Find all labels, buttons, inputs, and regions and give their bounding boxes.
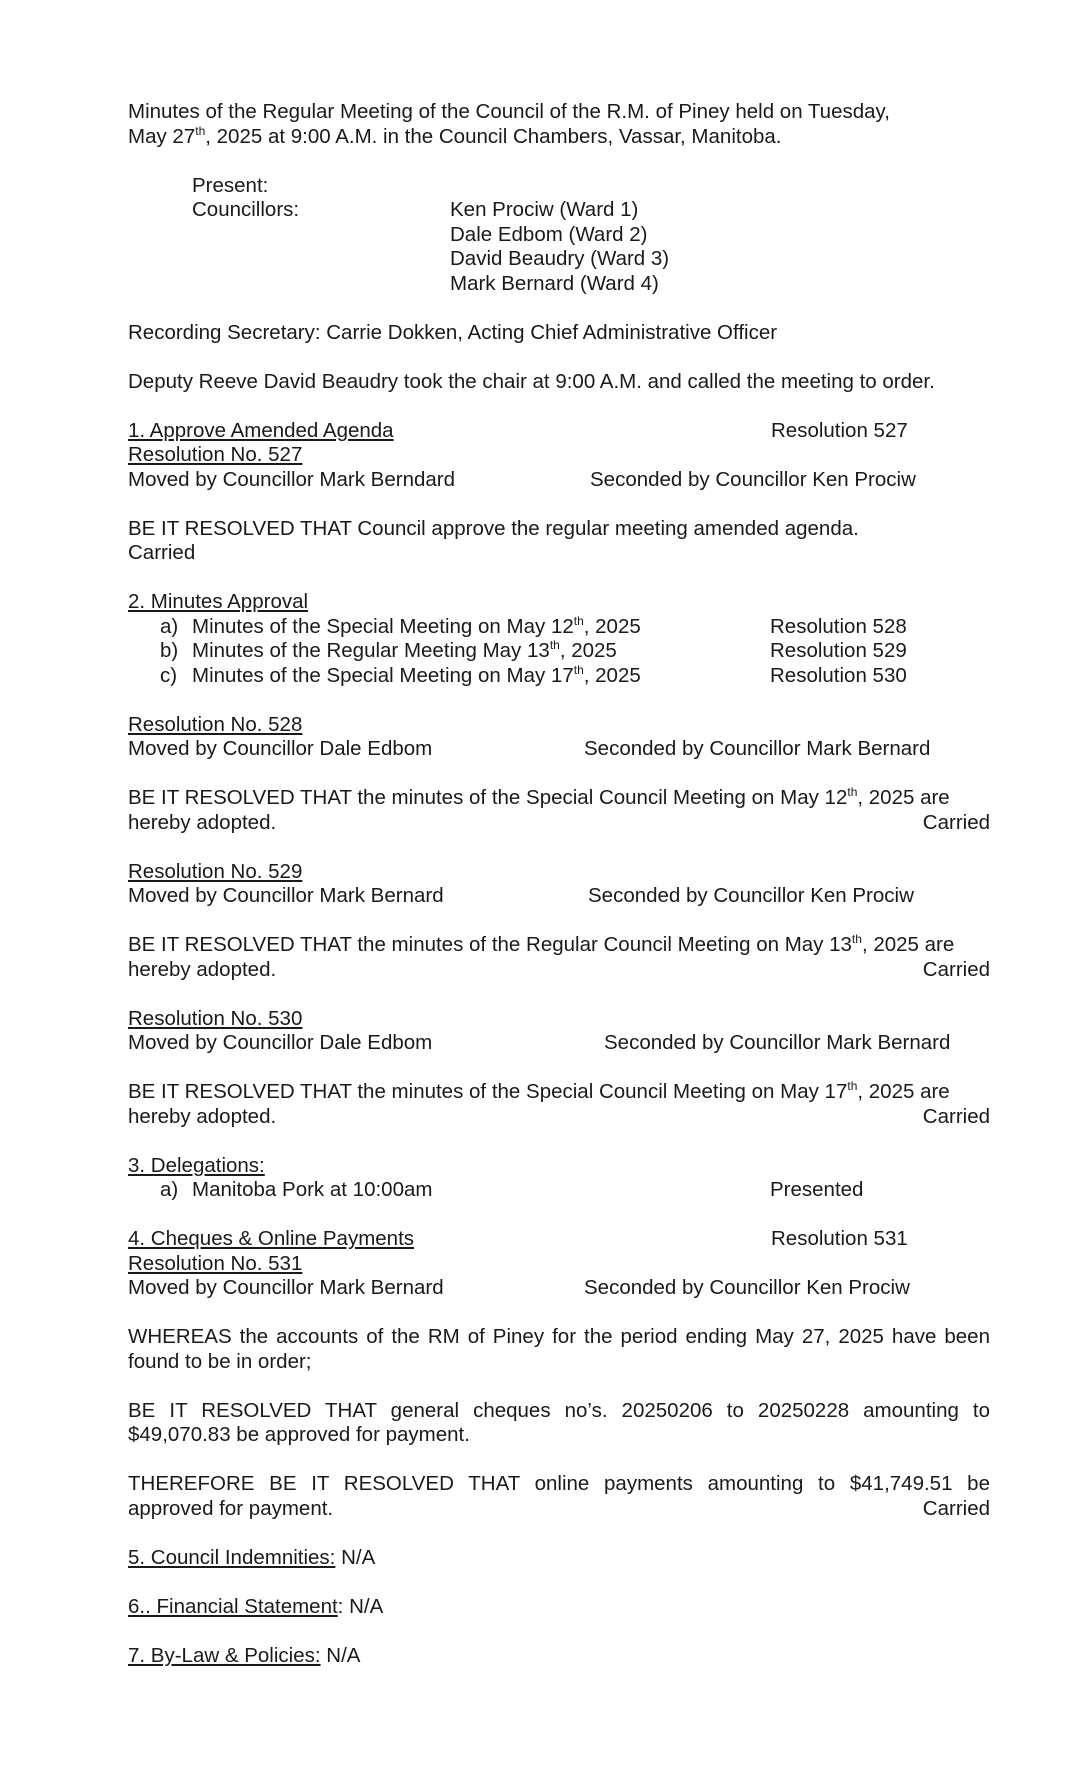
resolution-528-seconded: Seconded by Councillor Mark Bernard — [584, 737, 931, 760]
councillors-label: Councillors: — [192, 198, 300, 221]
chair-statement: Deputy Reeve David Beaudry took the chair at 9:00 A.M. and called the meeting to order. — [128, 369, 935, 393]
resolution-530-moved: Moved by Councillor Dale Edbom — [128, 1031, 433, 1054]
resolution-531-cheques: BE IT RESOLVED THAT general cheques no’s. 20250206 to 20250228 amounting to $49,070.83 be approved for payment. — [128, 1398, 990, 1446]
resolution-529-number: Resolution No. 529 — [128, 859, 303, 883]
resolution-528-body: BE IT RESOLVED THAT the minutes of the Special Council Meeting on May 12th, 2025 are — [128, 785, 950, 809]
resolution-529-seconded: Seconded by Councillor Ken Prociw — [588, 884, 914, 907]
resolution-531-seconded: Seconded by Councillor Ken Prociw — [584, 1276, 910, 1299]
councillor-3: David Beaudry (Ward 3) — [450, 247, 670, 270]
section-4-heading: 4. Cheques & Online Payments — [128, 1227, 415, 1250]
resolution-529-carried: Carried — [922, 957, 990, 981]
resolution-528-carried: Carried — [922, 810, 990, 834]
section-7: 7. By-Law & Policies: N/A — [128, 1643, 361, 1667]
intro-line-1: Minutes of the Regular Meeting of the Council of the R.M. of Piney held on Tuesday, — [128, 100, 890, 123]
resolution-527-seconded: Seconded by Councillor Ken Prociw — [590, 467, 916, 491]
list-item: b) Minutes of the Regular Meeting May 13th, 2025 Resolution 529 — [160, 638, 907, 662]
resolution-527-carried: Carried — [128, 541, 196, 564]
resolution-531-carried: Carried — [922, 1496, 990, 1520]
resolution-530-number: Resolution No. 530 — [128, 1006, 303, 1030]
councillor-4: Mark Bernard (Ward 4) — [450, 271, 659, 295]
resolution-528-body-end: hereby adopted. — [128, 810, 277, 834]
resolution-527-moved: Moved by Councillor Mark Berndard — [128, 467, 455, 491]
present-label: Present: — [192, 173, 269, 197]
resolution-527-body: BE IT RESOLVED THAT Council approve the regular meeting amended agenda. — [128, 516, 859, 540]
resolution-527-number: Resolution No. 527 — [128, 443, 303, 466]
list-item: a) Minutes of the Special Meeting on May 12th, 2025 Resolution 528 — [160, 613, 907, 638]
resolution-529-moved: Moved by Councillor Mark Bernard — [128, 884, 444, 907]
resolution-530-body-end: hereby adopted. — [128, 1104, 277, 1128]
councillor-2: Dale Edbom (Ward 2) — [450, 222, 648, 246]
resolution-530-body: BE IT RESOLVED THAT the minutes of the Special Council Meeting on May 17th, 2025 are — [128, 1079, 950, 1103]
resolution-531-online: THEREFORE BE IT RESOLVED THAT online payments amounting to $41,749.51 be — [128, 1472, 990, 1495]
section-6: 6.. Financial Statement: N/A — [128, 1594, 384, 1618]
resolution-531-moved: Moved by Councillor Mark Bernard — [128, 1276, 444, 1299]
resolution-528-number: Resolution No. 528 — [128, 712, 303, 736]
attendance-block — [128, 174, 990, 297]
section-3-heading: 3. Delegations: — [128, 1153, 265, 1177]
resolution-528-moved: Moved by Councillor Dale Edbom — [128, 737, 433, 760]
resolution-531-number: Resolution No. 531 — [128, 1251, 303, 1275]
resolution-530-seconded: Seconded by Councillor Mark Bernard — [604, 1031, 951, 1054]
list-item: c) Minutes of the Special Meeting on May 17th, 2025 Resolution 530 — [160, 662, 907, 687]
recording-secretary: Recording Secretary: Carrie Dokken, Acting Chief Administrative Officer — [128, 320, 778, 344]
section-5: 5. Council Indemnities: N/A — [128, 1545, 376, 1569]
resolution-529-body-end: hereby adopted. — [128, 957, 277, 981]
section-2-heading: 2. Minutes Approval — [128, 590, 309, 613]
resolution-529-body: BE IT RESOLVED THAT the minutes of the Regular Council Meeting on May 13th, 2025 are — [128, 932, 955, 956]
list-item: a) Manitoba Pork at 10:00am Presented — [160, 1178, 864, 1201]
section-1-resolution-ref: Resolution 527 — [771, 418, 908, 442]
section-4-resolution-ref: Resolution 531 — [771, 1227, 908, 1250]
section-1-heading: 1. Approve Amended Agenda — [128, 418, 394, 442]
intro-line-2: May 27th, 2025 at 9:00 A.M. in the Council Chambers, Vassar, Manitoba. — [128, 123, 782, 148]
resolution-531-whereas: WHEREAS the accounts of the RM of Piney for the period ending May 27, 2025 have been found to be in order; — [128, 1325, 990, 1373]
delegation-status: Presented — [770, 1178, 864, 1201]
resolution-531-online-end: approved for payment. — [128, 1496, 334, 1520]
councillor-1: Ken Prociw (Ward 1) — [450, 198, 639, 221]
resolution-530-carried: Carried — [922, 1104, 990, 1128]
